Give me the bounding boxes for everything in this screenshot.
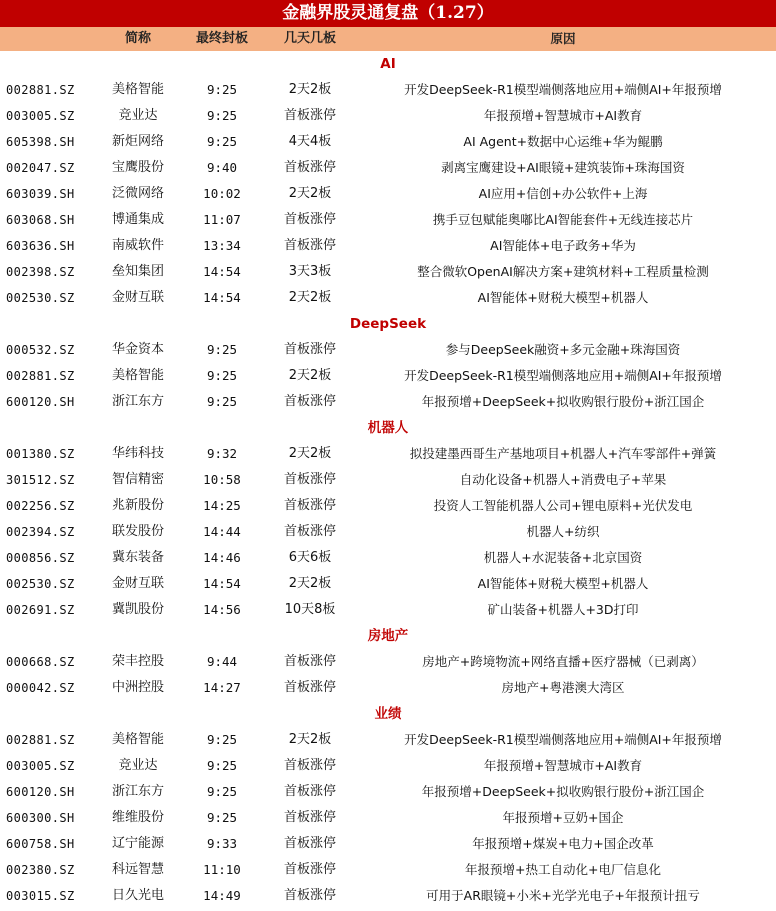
table-row (0, 285, 776, 311)
cell-code: 002530.SZ (6, 291, 75, 305)
section-heading: AI (380, 56, 396, 72)
header-name: 简称 (124, 31, 151, 46)
cell-name: 华金资本 (111, 342, 164, 357)
table-row (0, 805, 776, 831)
cell-name: 荣丰控股 (111, 654, 164, 669)
cell-days: 6天6板 (288, 550, 332, 565)
cell-code: 002047.SZ (6, 161, 75, 175)
cell-name: 日久光电 (111, 888, 164, 903)
cell-time: 9:25 (206, 784, 238, 799)
cell-reason: 可用于AR眼镜+小米+光学光电子+年报预计扭亏 (426, 888, 700, 903)
table-row (0, 337, 776, 363)
cell-code: 002881.SZ (6, 369, 75, 383)
cell-code: 002881.SZ (6, 733, 75, 747)
table-row (0, 259, 776, 285)
cell-time: 14:25 (203, 498, 241, 513)
cell-code: 000532.SZ (6, 343, 75, 357)
table-row (0, 831, 776, 857)
table-row (0, 649, 776, 675)
cell-name: 兆新股份 (111, 498, 164, 513)
cell-reason: AI智能体+财税大模型+机器人 (477, 576, 649, 591)
cell-code: 002881.SZ (6, 83, 75, 97)
cell-name: 科远智慧 (111, 862, 164, 877)
cell-name: 智信精密 (111, 472, 164, 487)
cell-reason: 剥离宝鹰建设+AI眼镜+建筑装饰+珠海国资 (441, 160, 685, 175)
table-row (0, 597, 776, 623)
cell-days: 2天2板 (288, 368, 332, 383)
cell-code: 000856.SZ (6, 551, 75, 565)
cell-time: 14:46 (203, 550, 241, 565)
section-heading: 房地产 (367, 628, 409, 644)
cell-time: 9:40 (206, 160, 238, 175)
cell-time: 9:25 (206, 108, 238, 123)
cell-reason: 开发DeepSeek-R1模型端侧落地应用+端侧AI+年报预增 (404, 368, 722, 383)
header-time: 最终封板 (195, 31, 248, 46)
cell-name: 竞业达 (118, 108, 158, 123)
cell-time: 11:07 (203, 212, 241, 227)
cell-days: 首板涨停 (283, 654, 336, 669)
cell-code: 002256.SZ (6, 499, 75, 513)
cell-reason: 年报预增+DeepSeek+拟收购银行股份+浙江国企 (421, 394, 705, 409)
cell-name: 宝鹰股份 (111, 160, 164, 175)
cell-reason: 携手豆包赋能奥嘟比AI智能套件+无线连接芯片 (432, 212, 694, 227)
cell-days: 首板涨停 (283, 810, 336, 825)
cell-days: 4天4板 (288, 134, 332, 149)
cell-name: 冀东装备 (111, 550, 164, 565)
cell-time: 14:44 (203, 524, 241, 539)
cell-name: 南威软件 (111, 238, 164, 253)
cell-code: 002394.SZ (6, 525, 75, 539)
cell-reason: 整合微软OpenAI解决方案+建筑材料+工程质量检测 (417, 264, 709, 279)
cell-code: 603636.SH (6, 239, 75, 253)
cell-reason: AI智能体+财税大模型+机器人 (477, 290, 649, 305)
cell-reason: AI应用+信创+办公软件+上海 (478, 186, 648, 201)
cell-code: 600120.SH (6, 785, 75, 799)
cell-days: 2天2板 (288, 290, 332, 305)
table-body (0, 51, 776, 909)
table-row (0, 883, 776, 909)
cell-name: 联发股份 (111, 524, 164, 539)
cell-reason: 投资人工智能机器人公司+锂电原料+光伏发电 (433, 498, 693, 513)
cell-code: 603039.SH (6, 187, 75, 201)
cell-code: 002380.SZ (6, 863, 75, 877)
cell-days: 首板涨停 (283, 238, 336, 253)
cell-name: 辽宁能源 (111, 836, 164, 851)
cell-name: 冀凯股份 (111, 602, 164, 617)
cell-time: 14:54 (203, 290, 241, 305)
cell-code: 600758.SH (6, 837, 75, 851)
cell-days: 首板涨停 (283, 342, 336, 357)
table-row (0, 753, 776, 779)
cell-code: 002691.SZ (6, 603, 75, 617)
cell-days: 首板涨停 (283, 472, 336, 487)
table-row (0, 675, 776, 701)
cell-reason: 机器人+纺织 (526, 524, 600, 539)
cell-code: 001380.SZ (6, 447, 75, 461)
cell-code: 605398.SH (6, 135, 75, 149)
cell-reason: AI智能体+电子政务+华为 (490, 238, 636, 253)
table-row (0, 103, 776, 129)
cell-reason: 自动化设备+机器人+消费电子+苹果 (459, 472, 667, 487)
cell-code: 002530.SZ (6, 577, 75, 591)
table-row (0, 77, 776, 103)
cell-name: 竞业达 (118, 758, 158, 773)
cell-reason: 年报预增+智慧城市+AI教育 (483, 108, 643, 123)
cell-reason: 年报预增+热工自动化+电厂信息化 (465, 862, 661, 877)
cell-days: 首板涨停 (283, 524, 336, 539)
cell-days: 首板涨停 (283, 784, 336, 799)
cell-name: 美格智能 (111, 732, 164, 747)
cell-days: 首板涨停 (283, 680, 336, 695)
cell-time: 14:54 (203, 576, 241, 591)
cell-code: 600300.SH (6, 811, 75, 825)
section-heading: 业绩 (374, 706, 402, 722)
cell-code: 301512.SZ (6, 473, 75, 487)
cell-code: 000042.SZ (6, 681, 75, 695)
table-row (0, 545, 776, 571)
table-header (0, 27, 776, 51)
table-row (0, 519, 776, 545)
table-row (0, 441, 776, 467)
section-heading: DeepSeek (349, 316, 427, 332)
cell-reason: 年报预增+豆奶+国企 (502, 810, 624, 825)
cell-days: 首板涨停 (283, 758, 336, 773)
table-row (0, 493, 776, 519)
cell-days: 3天3板 (288, 264, 332, 279)
table-row (0, 727, 776, 753)
table-row (0, 155, 776, 181)
cell-name: 浙江东方 (111, 394, 164, 409)
cell-name: 美格智能 (111, 82, 164, 97)
cell-reason: 年报预增+煤炭+电力+国企改革 (472, 836, 654, 851)
table-row (0, 389, 776, 415)
table-row (0, 181, 776, 207)
cell-code: 003005.SZ (6, 109, 75, 123)
cell-time: 10:58 (203, 472, 241, 487)
cell-code: 002398.SZ (6, 265, 75, 279)
cell-time: 10:02 (203, 186, 241, 201)
cell-name: 垒知集团 (111, 264, 164, 279)
cell-time: 9:25 (206, 810, 238, 825)
cell-name: 泛微网络 (111, 186, 164, 201)
cell-days: 首板涨停 (283, 160, 336, 175)
cell-reason: 房地产+粤港澳大湾区 (501, 680, 625, 695)
table-row (0, 857, 776, 883)
cell-reason: 机器人+水泥装备+北京国资 (483, 550, 643, 565)
cell-days: 首板涨停 (283, 108, 336, 123)
table-row (0, 571, 776, 597)
table-row (0, 129, 776, 155)
table-row (0, 467, 776, 493)
cell-reason: 年报预增+DeepSeek+拟收购银行股份+浙江国企 (421, 784, 705, 799)
cell-time: 9:25 (206, 732, 238, 747)
cell-days: 2天2板 (288, 82, 332, 97)
cell-code: 603068.SH (6, 213, 75, 227)
cell-time: 9:25 (206, 758, 238, 773)
cell-time: 14:54 (203, 264, 241, 279)
cell-days: 2天2板 (288, 446, 332, 461)
cell-days: 首板涨停 (283, 888, 336, 903)
header-reason: 原因 (550, 31, 576, 46)
cell-time: 14:27 (203, 680, 241, 695)
cell-reason: 房地产+跨境物流+网络直播+医疗器械（已剥离） (422, 654, 704, 669)
cell-name: 美格智能 (111, 368, 164, 383)
cell-days: 首板涨停 (283, 836, 336, 851)
cell-time: 11:10 (203, 862, 241, 877)
cell-reason: 开发DeepSeek-R1模型端侧落地应用+端侧AI+年报预增 (404, 82, 722, 97)
cell-days: 2天2板 (288, 576, 332, 591)
cell-reason: AI Agent+数据中心运维+华为鲲鹏 (463, 134, 663, 149)
header-code (0, 27, 102, 51)
cell-days: 首板涨停 (283, 862, 336, 877)
cell-time: 9:25 (206, 342, 238, 357)
cell-code: 003005.SZ (6, 759, 75, 773)
cell-name: 华纬科技 (111, 446, 164, 461)
cell-days: 2天2板 (288, 186, 332, 201)
cell-reason: 参与DeepSeek融资+多元金融+珠海国资 (445, 342, 681, 357)
header-days: 几天几板 (283, 31, 336, 46)
cell-name: 新炬网络 (111, 134, 164, 149)
cell-reason: 开发DeepSeek-R1模型端侧落地应用+端侧AI+年报预增 (404, 732, 722, 747)
cell-days: 10天8板 (284, 602, 336, 617)
cell-reason: 拟投建墨西哥生产基地项目+机器人+汽车零部件+弹簧 (409, 446, 717, 461)
cell-time: 13:34 (203, 238, 241, 253)
cell-code: 600120.SH (6, 395, 75, 409)
cell-name: 中洲控股 (111, 680, 164, 695)
cell-time: 9:44 (206, 654, 238, 669)
cell-time: 9:25 (206, 368, 238, 383)
table-row (0, 363, 776, 389)
cell-code: 003015.SZ (6, 889, 75, 903)
cell-name: 博通集成 (111, 212, 164, 227)
cell-time: 9:33 (206, 836, 238, 851)
cell-days: 2天2板 (288, 732, 332, 747)
cell-days: 首板涨停 (283, 498, 336, 513)
cell-reason: 年报预增+智慧城市+AI教育 (483, 758, 643, 773)
cell-time: 14:56 (203, 602, 241, 617)
cell-days: 首板涨停 (283, 394, 336, 409)
cell-time: 9:25 (206, 82, 238, 97)
table-row (0, 207, 776, 233)
table-row (0, 233, 776, 259)
cell-name: 金财互联 (111, 576, 164, 591)
cell-days: 首板涨停 (283, 212, 336, 227)
cell-name: 金财互联 (111, 290, 164, 305)
cell-time: 9:25 (206, 394, 238, 409)
section-heading: 机器人 (367, 420, 409, 436)
cell-time: 9:25 (206, 134, 238, 149)
cell-reason: 矿山装备+机器人+3D打印 (487, 602, 639, 617)
cell-code: 000668.SZ (6, 655, 75, 669)
cell-time: 9:32 (206, 446, 238, 461)
cell-name: 维维股份 (111, 810, 164, 825)
cell-time: 14:49 (203, 888, 241, 903)
sheet-title: 金融界股灵通复盘（1.27） (0, 0, 776, 27)
table-row (0, 779, 776, 805)
cell-name: 浙江东方 (111, 784, 164, 799)
